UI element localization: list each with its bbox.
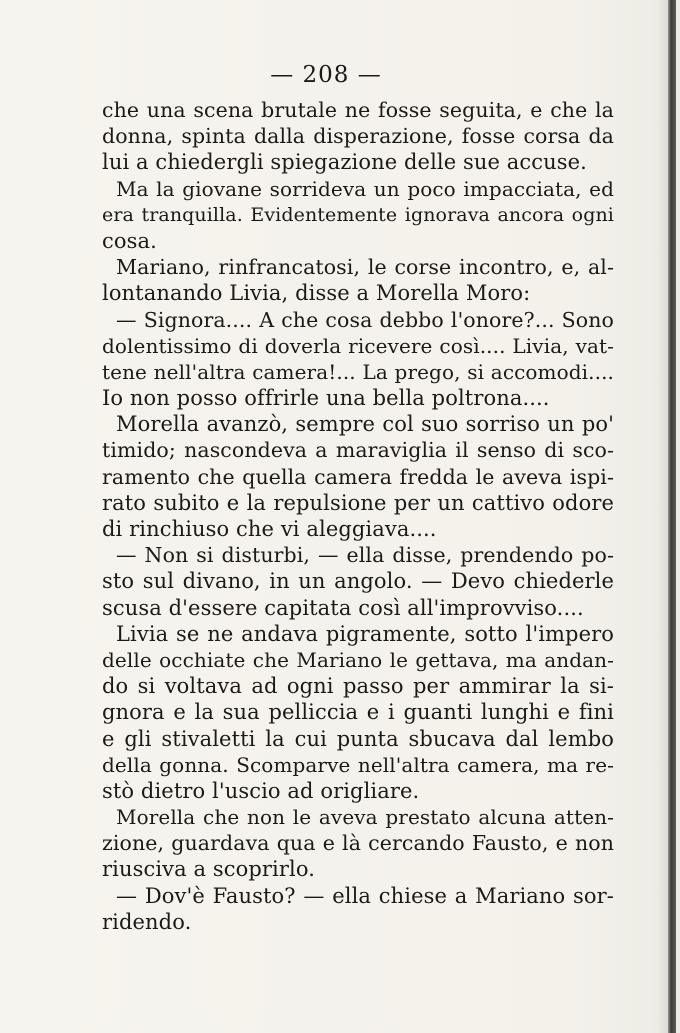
text-line: ridendo. [102,909,192,934]
text-line: Morella che non le aveva prestato alcuna atten- [116,805,614,830]
text-line: di rinchiuso che vi aleggiava.... [102,517,437,541]
book-spine [668,0,676,1033]
text-line: lontanando Livia, disse a Morella Moro: [102,281,531,306]
text-line: scusa d'essere capitata così all'improvviso.... [102,595,584,620]
text-line: — Non si disturbi, — ella disse, prendendo po- [116,543,614,568]
text-line: della gonna. Scomparve nell'altra camera, ma re- [102,752,614,777]
text-line: zione, guardava qua e là cercando Fausto, e non [102,831,614,856]
text-line: Io non posso offrirle una bella poltrona.... [102,386,550,411]
text-line: lui a chiedergli spiegazione delle sue accuse. [102,150,587,175]
text-line: sto sul divano, in un angolo. — Devo chiederle [102,569,614,594]
page-number: — 208 — [270,62,382,88]
text-line: timido; nascondeva a maraviglia il senso di sco- [102,438,614,463]
text-line: Livia se ne andava pigramente, sotto l'impero [116,621,614,646]
text-line: era tranquilla. Evidentemente ignorava ancora ogni [102,203,614,226]
text-line: Mariano, rinfrancatosi, le corse incontro, e, al- [116,255,614,280]
text-line: donna, spinta dalla disperazione, fosse corsa da [102,124,614,149]
text-line: e gli stivaletti la cui punta sbucava dal lembo [102,726,614,751]
text-line: cosa. [102,228,157,253]
text-line: Morella avanzò, sempre col suo sorriso un po' [116,412,614,437]
body-text [102,97,614,935]
text-line: do si voltava ad ogni passo per ammirar la si- [102,674,614,699]
text-line: riusciva a scoprirlo. [102,857,315,882]
text-line: Ma la giovane sorrideva un poco impacciata, ed [116,176,614,201]
text-line: tene nell'altra camera!... La prego, si accomodi.... [102,359,614,384]
text-line: rato subito e la repulsione per un cattivo odore [102,490,614,515]
text-line: stò dietro l'uscio ad origliare. [102,778,420,803]
text-line: delle occhiate che Mariano le gettava, ma andan- [102,647,614,672]
binding-shadow [656,0,668,1033]
text-line: ramento che quella camera fredda le aveva ispi- [102,464,614,489]
text-line: dolentissimo di doverla ricevere così.... Livia, vat- [102,333,614,358]
text-line: — Signora.... A che cosa debbo l'onore?... Sono [116,307,614,332]
text-line: — Dov'è Fausto? — ella chiese a Mariano sor- [116,883,614,908]
text-line: che una scena brutale ne fosse seguita, e che la [102,98,614,122]
text-line: gnora e la sua pelliccia e i guanti lunghi e fini [102,700,614,725]
